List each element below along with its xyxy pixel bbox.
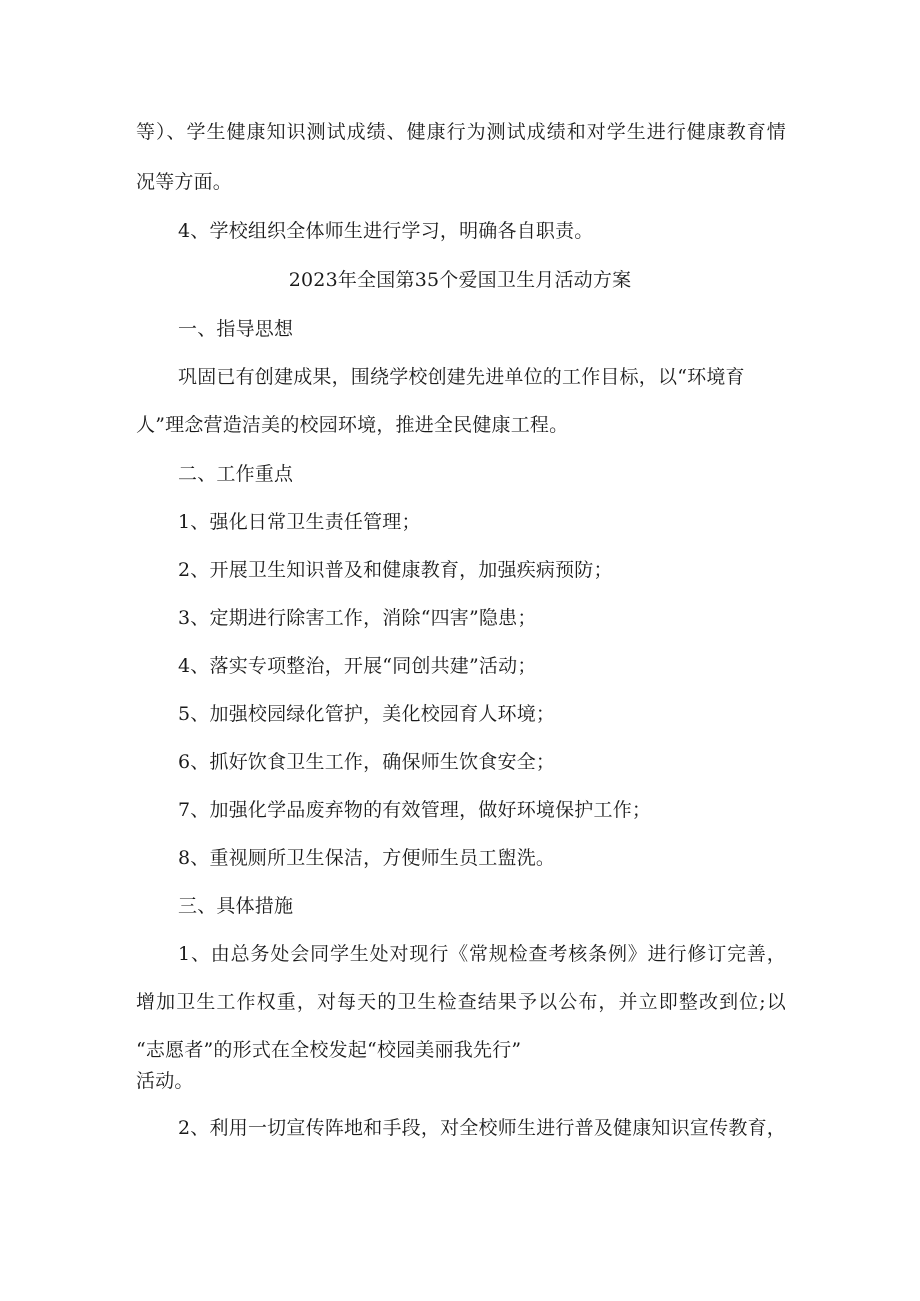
section-heading: 一、指导思想 bbox=[178, 318, 294, 340]
list-item: 3、定期进行除害工作，消除“四害”隐患； bbox=[178, 607, 537, 629]
section-heading: 三、具体措施 bbox=[178, 895, 294, 917]
paragraph-line: 增加卫生工作权重，对每天的卫生检查结果予以公布，并立即整改到位;以 bbox=[136, 991, 786, 1013]
paragraph-line: 人”理念营造洁美的校园环境，推进全民健康工程。 bbox=[136, 414, 569, 436]
list-item: 2、开展卫生知识普及和健康教育，加强疾病预防； bbox=[178, 559, 613, 581]
section-heading: 二、工作重点 bbox=[178, 463, 294, 485]
list-item: 5、加强校园绿化管护，美化校园育人环境； bbox=[178, 703, 556, 725]
paragraph-line: “志愿者”的形式在全校发起“校园美丽我先行” bbox=[136, 1039, 522, 1061]
paragraph-line: 1、由总务处会同学生处对现行《常规检查考核条例》进行修订完善， bbox=[178, 943, 786, 965]
paragraph-line: 2、利用一切宣传阵地和手段，对全校师生进行普及健康知识宣传教育， bbox=[178, 1117, 786, 1139]
paragraph-line: 巩固已有创建成果，围绕学校创建先进单位的工作目标，以“环境育 bbox=[178, 366, 745, 388]
list-item: 6、抓好饮食卫生工作，确保师生饮食安全； bbox=[178, 751, 556, 773]
list-item: 8、重视厕所卫生保洁，方便师生员工盥洗。 bbox=[178, 847, 556, 869]
list-item: 4、落实专项整治，开展“同创共建”活动； bbox=[178, 655, 537, 677]
list-item: 7、加强化学品废弃物的有效管理，做好环境保护工作； bbox=[178, 799, 652, 821]
list-item: 1、强化日常卫生责任管理； bbox=[178, 511, 421, 533]
list-item: 4、学校组织全体师生进行学习，明确各自职责。 bbox=[178, 220, 594, 242]
paragraph-line: 活动。 bbox=[136, 1070, 194, 1092]
document-title: 2023年全国第35个爱国卫生月活动方案 bbox=[288, 269, 632, 291]
paragraph-line: 况等方面。 bbox=[136, 171, 233, 193]
paragraph-line: 等）、学生健康知识测试成绩、健康行为测试成绩和对学生进行健康教育情 bbox=[136, 121, 786, 143]
